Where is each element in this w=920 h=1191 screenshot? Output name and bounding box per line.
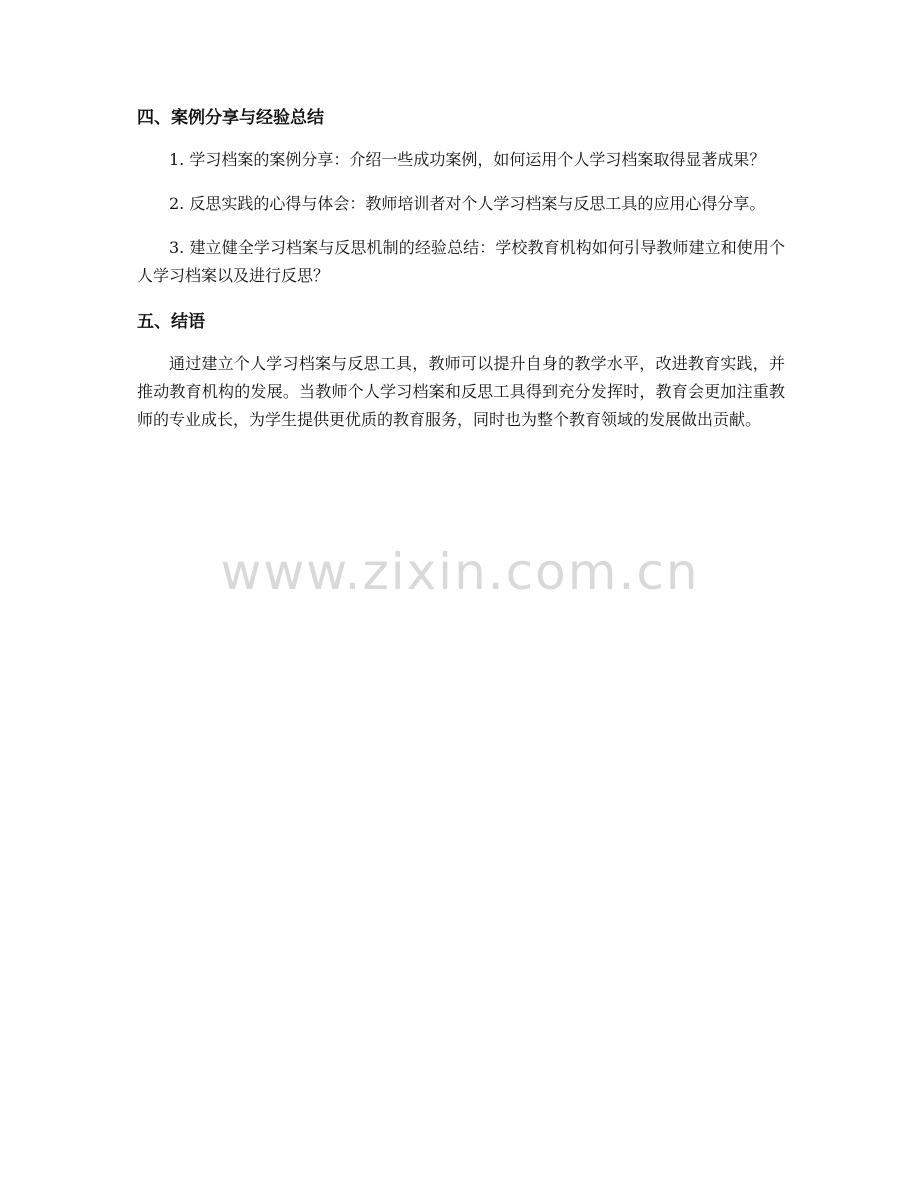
- section-heading-case-sharing: 四、案例分享与经验总结: [137, 108, 324, 128]
- paragraph-case-sharing-3: 3. 建立健全学习档案与反思机制的经验总结：学校教育机构如何引导教师建立和使用个人学习档案以及进行反思？: [137, 238, 785, 285]
- section-heading-conclusion: 五、结语: [137, 312, 205, 332]
- paragraph-case-sharing-1: 1. 学习档案的案例分享：介绍一些成功案例，如何运用个人学习档案取得显著成果？: [169, 150, 766, 169]
- watermark: www.zixin.com.cn: [220, 543, 700, 601]
- document-body: [137, 104, 785, 450]
- paragraph-conclusion: 通过建立个人学习档案与反思工具，教师可以提升自身的教学水平，改进教育实践，并推动教育机构的发展。当教师个人学习档案和反思工具得到充分发挥时，教育会更加注重教师的专业成长，为学生提供更优质的教育服务，同时也为整个教育领域的发展做出贡献。: [137, 354, 785, 429]
- paragraph-case-sharing-2: 2. 反思实践的心得与体会：教师培训者对个人学习档案与反思工具的应用心得分享。: [169, 194, 766, 213]
